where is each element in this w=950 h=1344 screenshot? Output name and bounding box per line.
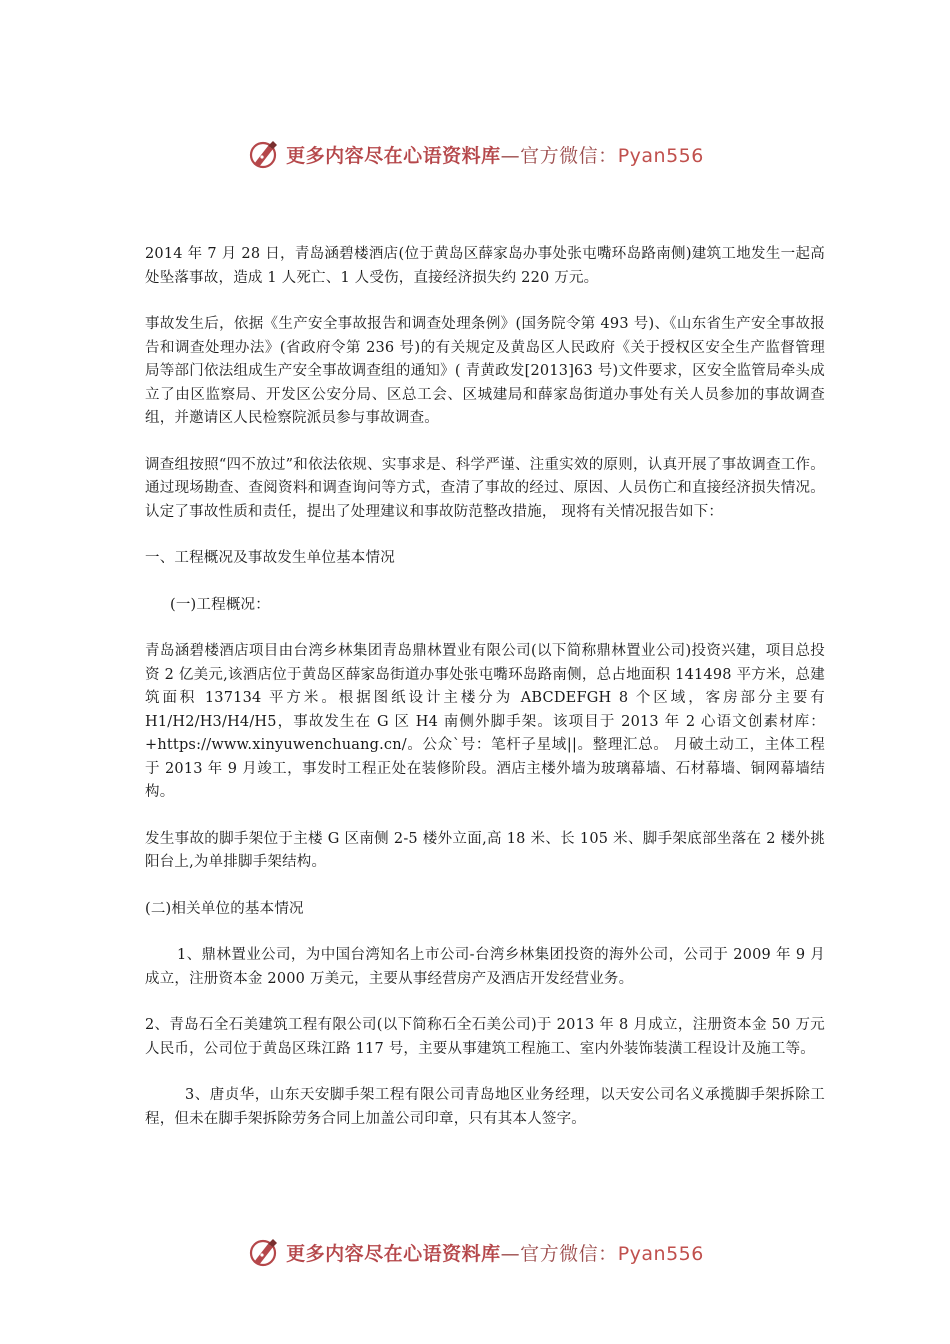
paragraph-unit-shiquanshimei: 2、青岛石全石美建筑工程有限公司(以下简称石全石美公司)于 2013 年 8 月成立，注册资本金 50 万元人民币，公司位于黄岛区珠江路 117 号，主要从事建筑工程施工、室内外装饰装潢工程设计及施工等。 [145, 1017, 825, 1057]
pen-nib-logo-icon [246, 1234, 282, 1270]
paragraph-accident-summary: 2014 年 7 月 28 日，青岛涵碧楼酒店(位于黄岛区薛家岛办事处张屯嘴环岛路南侧)建筑工地发生一起高处坠落事故，造成 1 人死亡、1 人受伤，直接经济损失约 220 万元。 [145, 246, 825, 286]
paragraph-investigation-basis: 事故发生后，依据《生产安全事故报告和调查处理条例》(国务院令第 493 号)、《山东省生产安全事故报告和调查处理办法》(省政府令第 236 号)的有关规定及黄岛区人民政府《关于授权区安全生产监督管理局等部门依法组成生产安全事故调查组的通知》( 青黄政发[2013]63 号)文件要求，区安全监管局牵头成立了由区监察局、开发区公安分局、区总工会、区城建局和薛家岛街道办事处有关人员参加的事故调查组，并邀请区人民检察院派员参与事故调查。 [145, 316, 825, 426]
paragraph-scaffold-location: 发生事故的脚手架位于主楼 G 区南侧 2-5 楼外立面,高 18 米、长 105 米、脚手架底部坐落在 2 楼外挑阳台上,为单排脚手架结构。 [145, 830, 825, 870]
subsection-heading-related-units: (二)相关单位的基本情况 [145, 900, 304, 917]
section-heading-project-overview: 一、工程概况及事故发生单位基本情况 [145, 550, 395, 566]
pen-nib-logo-icon [246, 136, 282, 172]
document-body [145, 243, 825, 1154]
paragraph-investigation-principles: 调查组按照“四不放过”和依法依规、实事求是、科学严谨、注重实效的原则，认真开展了事故调查工作。通过现场勘查、查阅资料和调查询问等方式，查清了事故的经过、原因、人员伤亡和直接经济损失情况。认定了事故性质和责任，提出了处理建议和事故防范整改措施， 现将有关情况报告如下： [145, 456, 825, 520]
paragraph-unit-tang-zhenhua: 3、唐贞华，山东天安脚手架工程有限公司青岛地区业务经理，以天安公司名义承揽脚手架拆除工程，但未在脚手架拆除劳务合同上加盖公司印章，只有其本人签字。 [145, 1087, 825, 1127]
header-watermark-banner [0, 134, 950, 174]
paragraph-unit-dinglin: 1、鼎林置业公司，为中国台湾知名上市公司-台湾乡林集团投资的海外公司，公司于 2009 年 9 月成立，注册资本金 2000 万美元，主要从事经营房产及酒店开发经营业务。 [145, 947, 826, 987]
banner-text: 更多内容尽在心语资料库—官方微信：Pyan556 [286, 1242, 704, 1265]
subsection-heading-engineering-overview: (一)工程概况： [170, 596, 270, 613]
footer-watermark-banner [0, 1232, 950, 1272]
banner-text: 更多内容尽在心语资料库—官方微信：Pyan556 [286, 144, 704, 167]
paragraph-project-details: 青岛涵碧楼酒店项目由台湾乡林集团青岛鼎林置业有限公司(以下简称鼎林置业公司)投资兴建，项目总投资 2 亿美元,该酒店位于黄岛区薛家岛街道办事处张屯嘴环岛路南侧，总占地面积 141498 平方米，总建筑面积 137134 平方米。根据图纸设计主楼分为 ABCDEFGH 8 个区域，客房部分主要有 H1/H2/H3/H4/H5，事故发生在 G 区 H4 南侧外脚手架。该项目于 2013 年 2 心语文创素材库：+https://www.xinyuwenchuang.cn/。公众`号：笔杆子星域||。整理汇总。 月破土动工，主体工程于 2013 年 9 月竣工，事发时工程正处在装修阶段。酒店主楼外墙为玻璃幕墙、石材幕墙、铜网幕墙结构。 [145, 643, 825, 800]
